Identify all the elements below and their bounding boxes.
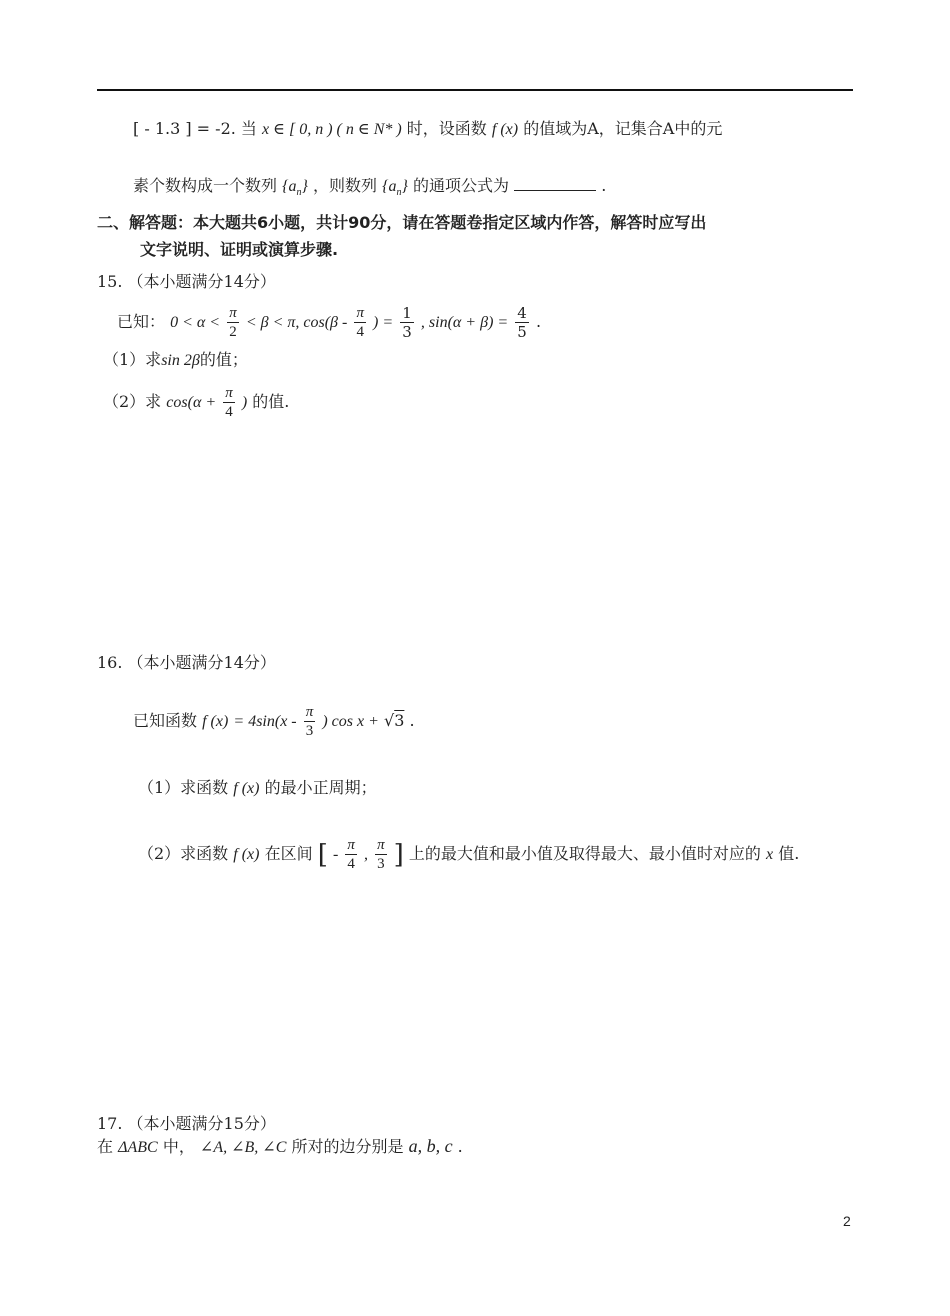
q14-text: 的通项公式为 xyxy=(413,176,510,195)
q15-given: 已知： 0 < α < $\frac{\pi}{2}$ < β < π, cos(β - $\frac{\pi}{4}$ ) = $\frac{1}{3}$ , sin(α + β) = $\frac{4}{5}$ . xyxy=(117,304,542,341)
q14-line-1 xyxy=(133,118,722,141)
q16-header: 16. （本小题满分14分） xyxy=(97,653,276,672)
section-heading: 二、解答题：本大题共6小题，共计90分，请在答题卷指定区域内作答，解答时应写出 xyxy=(97,213,707,232)
page-number: 2 xyxy=(843,1213,851,1229)
q14-text: [ - 1.3 ] = -2. 当 xyxy=(133,119,257,138)
seq-a-n: $\{a_n\}$ xyxy=(282,178,308,199)
q17-given: 在 ΔABC 中， ∠A, ∠B, ∠C 所对的边分别是 a, b, c . xyxy=(97,1136,463,1156)
section-heading-cont: 文字说明、证明或演算步骤. xyxy=(140,240,339,259)
q15-part-1: （1）求sin 2β的值； xyxy=(103,350,248,369)
q14-text: 时，设函数 xyxy=(406,119,487,138)
left-bracket: [ xyxy=(317,839,328,870)
seq-a-n: $\{a_n\}$ xyxy=(382,178,408,199)
fraction: $\frac{\pi}{4}$ xyxy=(347,837,355,872)
q14-domain: x ∈ [ 0, n ) ( n ∈ N* ) xyxy=(262,121,402,138)
fraction: $\frac{4}{5}$ xyxy=(517,304,527,341)
q16-part-1: （1）求函数 f (x) 的最小正周期； xyxy=(138,778,377,797)
q14-text: 素个数构成一个数列 xyxy=(133,176,278,195)
fraction: $\frac{\pi}{4}$ xyxy=(225,385,233,420)
right-bracket: ] xyxy=(393,839,404,870)
answer-blank xyxy=(514,176,596,191)
fraction: $\frac{\pi}{2}$ xyxy=(229,305,237,340)
fraction: $\frac{\pi}{4}$ xyxy=(356,305,364,340)
q16-given: 已知函数 f (x) = 4sin(x - $\frac{\pi}{3}$ ) cos x + √3 . xyxy=(133,704,415,739)
q14-text: 的值域为A，记集合A中的元 xyxy=(523,119,723,138)
q14-fx: f (x) xyxy=(491,121,519,138)
q15-header: 15. （本小题满分14分） xyxy=(97,272,276,291)
fraction: $\frac{\pi}{3}$ xyxy=(377,837,385,872)
q17-header: 17. （本小题满分15分） xyxy=(97,1114,276,1133)
fraction: $\frac{1}{3}$ xyxy=(402,304,412,341)
fraction: $\frac{\pi}{3}$ xyxy=(305,704,314,739)
q14-text: ，则数列 xyxy=(313,176,378,195)
sqrt-symbol: √3 xyxy=(384,711,405,730)
header-rule xyxy=(97,89,853,91)
q15-part-2: （2）求 cos(α + $\frac{\pi}{4}$ ) 的值. xyxy=(103,385,290,420)
q16-part-2: （2）求函数 f (x) 在区间 [ - $\frac{\pi}{4}$ , $\frac{\pi}{3}$ ] 上的最大值和最小值及取得最大、最小值时对应的 x 值. xyxy=(138,837,800,872)
q14-line-2: 素个数构成一个数列 $\{a_n\}$ ，则数列 $\{a_n\}$ 的通项公式为 . xyxy=(133,176,607,199)
